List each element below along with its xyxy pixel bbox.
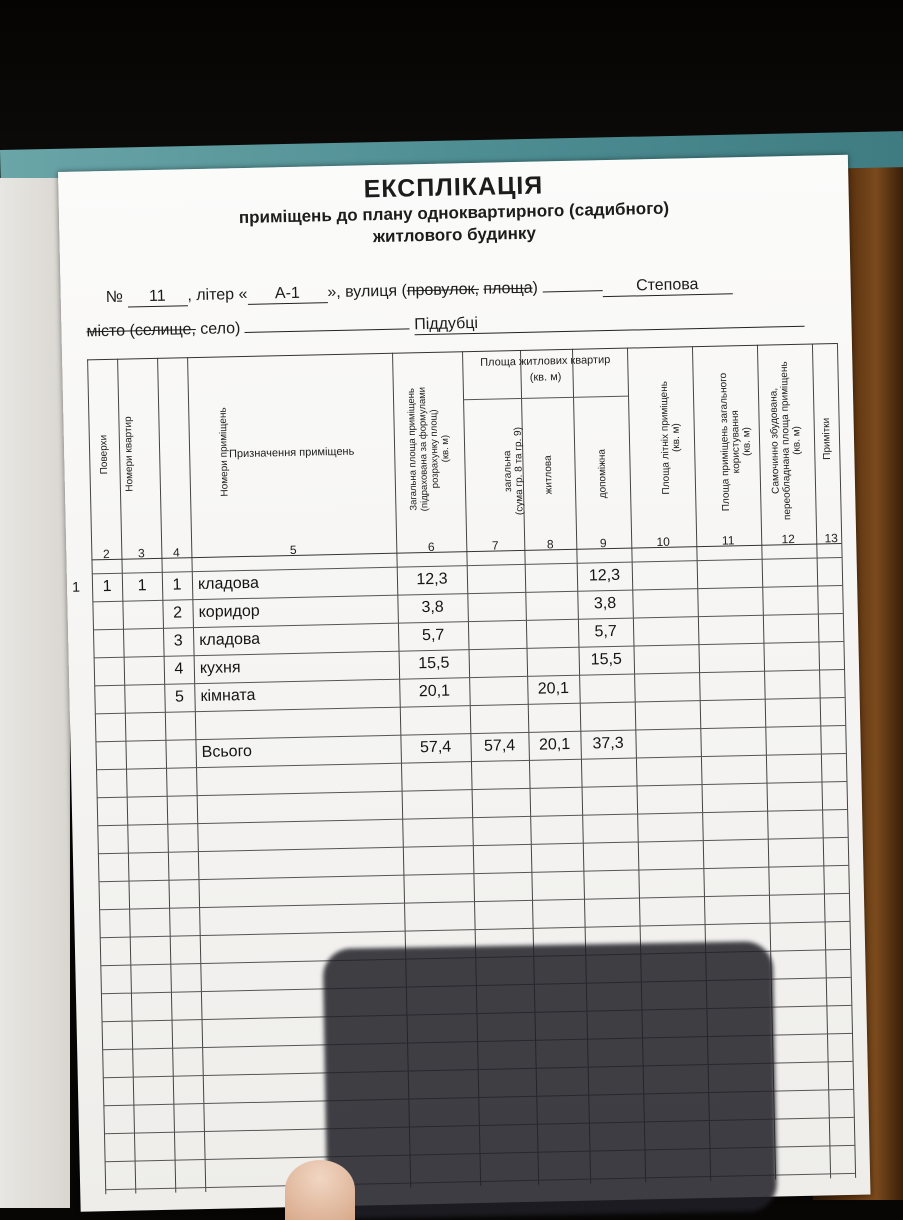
table-cell-purpose: кімната [200, 686, 256, 706]
header-common-use: Площа приміщень загального користування (кв. м) [718, 372, 753, 512]
city-value: Піддубці [414, 308, 804, 336]
colnum-3: 3 [137, 546, 145, 561]
city-line [86, 308, 804, 343]
table-cell-aux [579, 679, 634, 680]
header-self-built: Самочинно збудована, переобладнана площа приміщень (кв. м) [768, 361, 803, 521]
table-cell-total: 12,3 [416, 570, 448, 589]
colnum-7: 7 [491, 538, 499, 553]
phone-shadow [323, 941, 778, 1219]
colnum-5: 5 [289, 542, 297, 558]
header-purpose: Призначення приміщень [228, 445, 355, 461]
total-cell-purpose: Всього [201, 742, 253, 762]
header-general: загальна (сума гр. 8 та гр. 9) [502, 426, 526, 516]
colnum-4: 4 [172, 545, 180, 560]
table-cell-aux: 15,5 [590, 650, 623, 669]
street-label: », вулиця (провулок, площа) [327, 279, 539, 302]
header-summer: Площа літніх приміщень (кв. м) [658, 380, 683, 495]
total-cell-living: 20,1 [538, 735, 571, 754]
table-cell-general [469, 653, 527, 654]
document-subtitle-1: приміщень до плану одноквартирного (садибного) [238, 198, 670, 228]
table-cell-living [525, 596, 577, 597]
colnum-8: 8 [546, 537, 554, 552]
left-page-edge [0, 178, 70, 1208]
margin-mark: 1 [71, 578, 81, 595]
table-cell-apt [122, 605, 162, 606]
document-title: ЕКСПЛІКАЦІЯ [363, 171, 544, 204]
colnum-11: 11 [721, 533, 735, 548]
table-cell-floor: 1 [102, 577, 112, 596]
table-cell-general [467, 569, 525, 570]
liter-label: , літер « [187, 285, 248, 305]
table-cell-floor [94, 690, 124, 691]
document-subtitle-2: житлового будинку [372, 223, 537, 247]
header-rooms: Номери приміщень [217, 407, 231, 497]
fingertip [285, 1160, 355, 1220]
table-cell-total: 3,8 [421, 598, 444, 617]
table-cell-room: 1 [172, 576, 182, 594]
table-cell-purpose: кладова [197, 574, 260, 594]
table-cell-room: 2 [173, 604, 183, 622]
table-cell-living [526, 624, 578, 625]
table-cell-floor [94, 662, 124, 663]
liter-value: А-1 [247, 284, 327, 305]
header-notes: Примітки [821, 417, 833, 460]
header-total-area: Загальна площа приміщень (підрахована за формулами розрахунку площ) (кв. м) [405, 386, 452, 512]
table-cell-floor [92, 606, 122, 607]
table-cell-living [525, 568, 577, 569]
table-cell-purpose: коридор [198, 602, 260, 622]
table-cell-total: 5,7 [421, 626, 445, 645]
table-cell-purpose: кухня [199, 659, 241, 678]
table-cell-living: 20,1 [537, 679, 570, 698]
table-cell-general [469, 681, 527, 682]
number-label: № [105, 288, 124, 306]
city-label: місто (селище, село) [86, 320, 241, 341]
total-cell-total: 57,4 [419, 738, 452, 757]
total-cell-general: 57,4 [483, 737, 516, 755]
number-value: 11 [127, 287, 187, 307]
table-cell-apt [124, 661, 164, 662]
colnum-10: 10 [656, 534, 671, 550]
table-cell-aux: 12,3 [588, 566, 621, 585]
street-value: Степова [602, 275, 732, 297]
table-cell-aux: 3,8 [593, 594, 617, 613]
street-blank [542, 290, 602, 292]
city-blank [245, 328, 410, 333]
table-cell-floor [93, 634, 123, 635]
table-cell-living [527, 652, 579, 653]
table-cell-room: 4 [174, 660, 184, 678]
table-cell-apt: 1 [137, 577, 147, 595]
header-living-group-unit: (кв. м) [529, 371, 562, 384]
table-cell-total: 15,5 [418, 654, 450, 673]
colnum-6: 6 [427, 539, 435, 555]
table-cell-apt [124, 689, 164, 690]
total-cell-aux: 37,3 [592, 734, 624, 753]
table-cell-apt [123, 633, 163, 634]
table-cell-general [468, 625, 526, 626]
address-line [106, 275, 733, 308]
colnum-2: 2 [102, 546, 110, 562]
table-cell-general [467, 597, 525, 598]
table-cell-total: 20,1 [418, 682, 451, 701]
header-apartments: Номери квартир [122, 416, 136, 492]
header-living-group: Площа житлових квартир [480, 353, 611, 369]
colnum-13: 13 [824, 531, 838, 546]
header-living: житлова [542, 455, 555, 495]
table-cell-aux: 5,7 [594, 622, 617, 641]
table-cell-purpose: кладова [199, 630, 261, 650]
colnum-9: 9 [599, 536, 607, 551]
colnum-12: 12 [781, 532, 796, 547]
header-floors: Поверхи [98, 434, 111, 475]
table-cell-room: 3 [173, 632, 183, 650]
header-auxiliary: допоміжна [596, 448, 609, 499]
table-cell-room: 5 [174, 688, 185, 706]
